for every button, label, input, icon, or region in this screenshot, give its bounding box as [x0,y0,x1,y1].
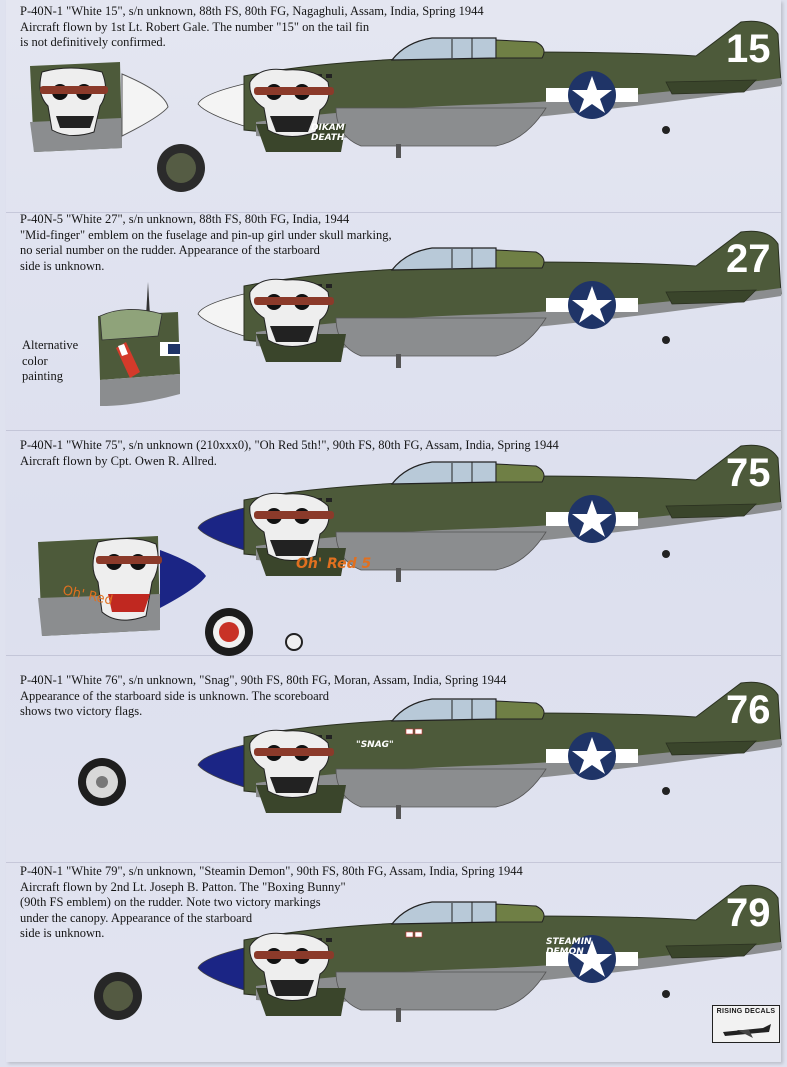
skull-headband [254,951,334,959]
tail-wheel-white-75 [285,633,303,651]
tail-number: 76 [726,688,771,732]
main-wheel-white-15 [157,144,205,192]
nose-art-text: Oh' Red 5 [296,556,372,572]
landing-gear-strut [396,568,401,582]
propeller-spinner [198,84,244,126]
rear-canopy-panel [496,464,544,482]
propeller-spinner [198,948,244,990]
landing-gear-strut [396,1008,401,1022]
canopy [392,38,496,60]
wheel-hub-emblem-white-75 [205,608,253,656]
caption-white-27: P-40N-5 "White 27", s/n unknown, 88th FS, 80th FG, India, 1944 "Mid-finger" emblem on the fuselage and pin-up girl under skull marking, no serial number on the rudder. Appearance of the starboard side is unknown. [20,212,392,273]
aircraft-profile-white-27 [196,222,786,372]
tailplane [666,290,756,304]
landing-gear-strut [396,805,401,819]
tail-number: 27 [726,237,771,281]
canopy [392,462,496,484]
fold-line [6,430,781,431]
victory-flag [406,932,413,937]
skull-jaw [270,980,314,996]
rear-canopy-panel [496,904,544,922]
aircraft-profile-white-79 [196,876,786,1026]
nose-art-text: "SNAG" [356,740,394,750]
exhaust-stub [326,74,332,78]
skull-headband [254,748,334,756]
wing [336,769,546,807]
logo-text: RISING DECALS [716,1008,776,1015]
landing-gear-strut [396,144,401,158]
skull-headband [254,87,334,95]
tailplane [666,741,756,755]
propeller-spinner [198,745,244,787]
skull-jaw [270,540,314,556]
tail-number: 75 [726,451,771,495]
nose-art-text: STEAMIN [546,937,592,947]
caption-white-15: P-40N-1 "White 15", s/n unknown, 88th FS, 80th FG, Nagaghuli, Assam, India, Spring 1944 Aircraft flown by 1st Lt. Robert Gale. The number "15" on the tail fin is not definitively confirmed. [20,4,484,49]
rear-canopy-panel [496,701,544,719]
tail-number: 15 [726,27,771,71]
aircraft-profile-white-76 [196,673,786,823]
exhaust-stub [326,284,332,288]
alternative-color-detail [96,282,186,406]
canopy [392,699,496,721]
skull-jaw [270,326,314,342]
wing [336,108,546,146]
exhaust-stub [326,735,332,739]
rear-canopy-panel [496,250,544,268]
tail-wheel [662,550,670,558]
main-wheel-white-76 [78,758,126,806]
canopy [392,902,496,924]
tail-wheel [662,126,670,134]
wing [336,972,546,1010]
main-wheel-white-79 [94,972,142,1020]
caption-white-75: P-40N-1 "White 75", s/n unknown (210xxx0), "Oh Red 5th!", 90th FS, 80th FG, Assam, India, Spring 1944 Aircraft flown by Cpt. Owen R. Allred. [20,438,559,468]
rear-canopy-panel [496,40,544,58]
aircraft-profile-white-75 [196,436,786,586]
victory-flag [415,729,422,734]
logo-aircraft-icon [719,1018,773,1040]
caption-white-76: P-40N-1 "White 76", s/n unknown, "Snag", 90th FS, 80th FG, Moran, Assam, India, Spring 1944 Appearance of the starboard side is unknown. The scoreboard shows two victory flags. [20,673,507,718]
tailplane [666,504,756,518]
alternative-color-note: Alternative color painting [22,338,79,383]
starboard-nose-detail-white-75 [38,536,208,636]
skull-headband [254,297,334,305]
tail-wheel [662,787,670,795]
landing-gear-strut [396,354,401,368]
nose-art-text: DEMON [546,947,584,957]
svg-text:Oh' Red: Oh' Red [61,583,115,609]
victory-flag [406,729,413,734]
tailplane [666,80,756,94]
exhaust-stub [326,938,332,942]
exhaust-stub [326,498,332,502]
canopy [392,248,496,270]
nose-art-text: DEATH [311,133,345,143]
fold-line [6,862,781,863]
nose-art-text: DIKAM [311,123,345,133]
tail-wheel [662,990,670,998]
skull-jaw [270,116,314,132]
tailplane [666,944,756,958]
skull-headband [254,511,334,519]
caption-white-79: P-40N-1 "White 79", s/n unknown, "Steamin Demon", 90th FS, 80th FG, Assam, India, Spring 1944 Aircraft flown by 2nd Lt. Joseph B. Patton. The "Boxing Bunny" (90th FS emblem) on the rudder. Note two victory markings under the canopy. Appearance of the starboard side is unknown. [20,864,523,940]
wing [336,318,546,356]
fold-line [6,655,781,656]
tail-number: 79 [726,891,771,935]
aircraft-profile-white-15 [196,12,786,162]
skull-jaw [270,777,314,793]
starboard-nose-detail-white-15 [30,62,170,152]
victory-flag [415,932,422,937]
propeller-spinner [198,294,244,336]
tail-wheel [662,336,670,344]
rising-decals-logo [712,1005,780,1043]
